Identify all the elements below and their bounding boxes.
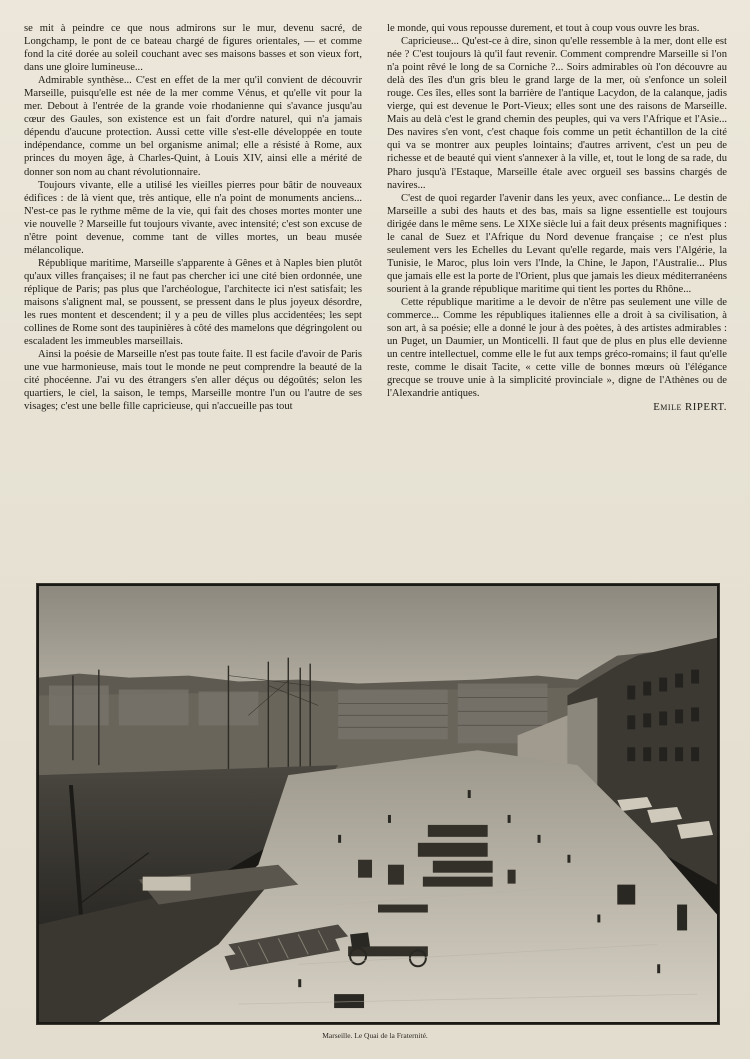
paragraph: Toujours vivante, elle a utilisé les vieilles pierres pour bâtir de nouveaux édifices : de là vient que, très antique, elle n'a point de monuments anciens... N'est-ce pas le rythme même de la vie, qui fait des choses mortes monter une vie nouvelle ? Marseille fut toujours vivante, avec intensité; c'est son excuse de n'être point devenue, comme tant de villes mortes, un beau musée mélancolique. [24, 179, 362, 256]
text-column-left [24, 22, 362, 413]
paragraph: le monde, qui vous repousse durement, et tout à coup vous ouvre les bras. [387, 23, 700, 34]
paragraph: Cette république maritime a le devoir de n'être pas seulement une ville de commerce... Comme les républiques italiennes elle a droit à sa civilisation, à son art, à sa poésie; elle a donné le jour à des poètes, à des artistes admirables : un Puget, un Daumier, un Monticelli. Il faut que de plus en plus elle devienne un centre intellectuel, comme elle le fut aux temps gréco-romains; il faut qu'elle reste, comme le disait Tacite, « cette ville de bonnes mœurs où l'élégance grecque se trouve unie à la simplicité provinciale », digne de l'Athènes ou de l'Alexandrie antiques. [387, 296, 727, 400]
paragraph: se mit à peindre ce que nous admirons sur le mur, devenu sacré, de Longchamp, le pont de ce bateau chargé de figures orientales, — et comme fond la cité dorée au soleil couchant avec ses maisons basses et son vieux fort, dans une gloire lumineuse... [24, 23, 362, 74]
paragraph: C'est de quoi regarder l'avenir dans les yeux, avec confiance... Le destin de Marseille a subi des hauts et des bas, mais sa ligne essentielle est toujours dirigée dans le même sens. Le XIXe siècle lui a fait deux présents magnifiques : le canal de Suez et l'Afrique du Nord devenue française ; ce n'est plus seulement vers les Echelles du Levant qu'elle regarde, mais vers l'Algérie, la Tunisie, le Maroc, plus loin vers l'Inde, la Chine, le Japon, l'Australie... Plus que jamais elle est la porte de l'Orient, plus que jamais les dieux méditerranéens sourient à la grande république maritime qui tient les portes du Rhône... [387, 192, 727, 295]
paragraph: Admirable synthèse... C'est en effet de la mer qu'il convient de découvrir Marseille, puisqu'elle est née de la mer comme Vénus, et qu'elle vit pour la mer. Debout à l'entrée de la grande voie rhodanienne qui s'avance jusqu'au cœur des Gaules, son existence est un fait d'ordre naturel, qui n'a jamais dépendu d'aucune protection. Aussi cette ville s'est-elle développée en toute indépendance, comme un bel organisme animal; elle a résisté à Rome, aux princes du moyen âge, à Charles-Quint, à Louis XIV, ainsi elle a mérité de donner son nom au chant révolutionnaire. [24, 75, 362, 178]
harbor-photograph [36, 583, 720, 1025]
harbor-photo-image [39, 586, 717, 1022]
paragraph: République maritime, Marseille s'apparente à Gênes et à Naples bien plutôt qu'aux villes françaises; il ne faut pas chercher ici une cité bien ordonnée, une réplique de Paris; pas plus que l'archéologue, l'architecte ici n'est satisfait; les maisons s'alignent mal, se poussent, se pressent dans le plus joyeux désordre, les rues montent et descendent; il y a peu de villes plus accidentées; les sept collines de Rome sont des taupinières à côté des mamelons que dégringolent ou escaladent les immeubles marseillais. [24, 257, 362, 348]
photo-caption: Marseille. Le Quai de la Fraternité. [322, 1031, 428, 1040]
author-signature: Emile RIPERT. [653, 401, 727, 414]
paragraph: Ainsi la poésie de Marseille n'est pas toute faite. Il est facile d'avoir de Paris une vue harmonieuse, mais tout le monde ne peut comprendre la beauté de la cité phocéenne. J'ai vu des étrangers s'en aller déçus ou dégoûtés; selon les quartiers, le ciel, la saison, le temps, Marseille montre l'un ou l'autre de ses visages; c'est une belle fille capricieuse, qui n'accueille pas tout [24, 349, 362, 413]
text-column-right [387, 22, 727, 414]
paragraph: Capricieuse... Qu'est-ce à dire, sinon qu'elle ressemble à la mer, dont elle est née ? C'est toujours là qu'il faut revenir. Comment comprendre Marseille si l'on n'a point rêvé le long de sa Corniche ?... Soirs admirables où l'on découvre au delà des îles d'un gris bleu le grand large de la mer, où s'enfonce un soleil rouge. Ces îles, elles sont la barrière de l'antique Lacydon, de la calanque, jadis vierge, qui est devenue le Port-Vieux; elles sont une des raisons de Marseille. Mais au delà c'est le grand chemin des peuples, qui va vers l'Afrique et l'Asie... Des navires s'en vont, c'est chaque fois comme un petit échantillon de la cité qui va se montrer aux peuples lointains; d'autres arrivent, c'est un peu de richesse et de beauté qui vient s'annexer à la ville, et, tout le long de sa rade, du Pharo jusqu'à l'Estaque, Marseille étale avec orgueil ses bassins chargés de navires... [387, 36, 727, 191]
